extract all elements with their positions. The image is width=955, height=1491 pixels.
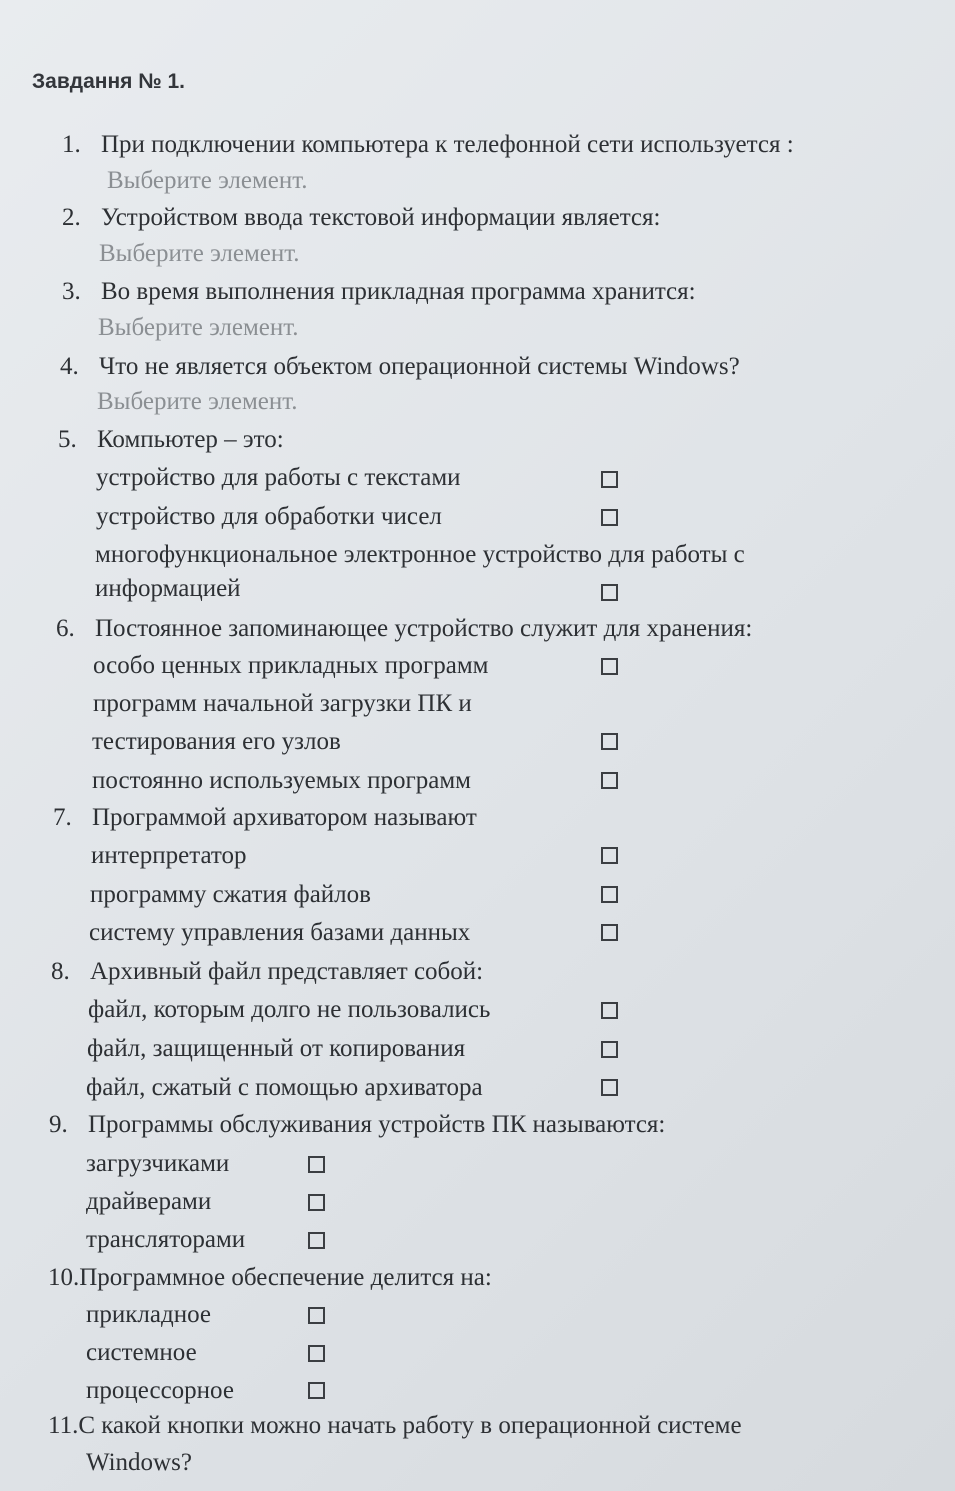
option-label: программу сжатия файлов	[90, 881, 371, 908]
question-text: Компьютер – это:	[97, 426, 284, 453]
question-number: 2.	[62, 204, 81, 231]
option-label: загрузчиками	[86, 1150, 230, 1177]
question-text: Что не является объектом операционной системы Windows?	[99, 353, 740, 380]
option-label: интерпретатор	[91, 842, 247, 869]
option-checkbox[interactable]	[308, 1382, 325, 1399]
option-label: постоянно используемых программ	[92, 767, 471, 794]
question-text: Устройством ввода текстовой информации является:	[101, 204, 661, 231]
question-text: Программы обслуживания устройств ПК называются:	[88, 1111, 666, 1138]
question-1	[62, 130, 794, 160]
question-number: 3.	[62, 278, 81, 305]
question-number: 9.	[49, 1111, 68, 1138]
question-3	[62, 277, 696, 307]
option-label: устройство для обработки чисел	[96, 503, 442, 530]
option-label: программ начальной загрузки ПК и	[93, 690, 472, 717]
question-number: 1.	[62, 131, 81, 158]
option-checkbox[interactable]	[601, 471, 618, 488]
option-checkbox[interactable]	[601, 1079, 618, 1096]
option-label: систему управления базами данных	[89, 919, 471, 946]
question-text-continued: Windows?	[86, 1449, 192, 1476]
question-4-dropdown[interactable]: Выберите элемент.	[97, 388, 298, 415]
option-checkbox[interactable]	[601, 924, 618, 941]
question-number: 4.	[60, 353, 79, 380]
option-label: информацией	[95, 575, 241, 602]
question-text: Программное обеспечение делится на:	[79, 1264, 492, 1291]
option-checkbox[interactable]	[601, 584, 618, 601]
option-label: файл, которым долго не пользовались	[88, 996, 491, 1023]
question-7	[53, 803, 477, 833]
option-checkbox[interactable]	[308, 1345, 325, 1362]
question-text: Во время выполнения прикладная программа хранится:	[101, 278, 696, 305]
option-label: прикладное	[86, 1301, 211, 1328]
option-checkbox[interactable]	[601, 1041, 618, 1058]
question-5	[58, 425, 284, 455]
option-label: тестирования его узлов	[92, 728, 341, 755]
option-label: трансляторами	[86, 1226, 246, 1253]
option-label: файл, защищенный от копирования	[87, 1035, 466, 1062]
option-label: особо ценных прикладных программ	[93, 652, 489, 679]
option-checkbox[interactable]	[601, 733, 618, 750]
question-number: 10.	[48, 1264, 80, 1291]
question-9	[49, 1110, 665, 1140]
question-text: Программой архиватором называют	[92, 804, 477, 831]
option-checkbox[interactable]	[601, 772, 618, 789]
question-1-dropdown[interactable]: Выберите элемент.	[107, 167, 308, 194]
option-label: многофункциональное электронное устройство для работы с	[95, 541, 745, 568]
question-2-dropdown[interactable]: Выберите элемент.	[99, 240, 300, 267]
option-checkbox[interactable]	[308, 1232, 325, 1249]
option-label: драйверами	[86, 1188, 212, 1215]
question-10	[48, 1263, 492, 1293]
option-label: системное	[86, 1339, 197, 1366]
option-checkbox[interactable]	[601, 847, 618, 864]
option-label: устройство для работы с текстами	[96, 464, 461, 491]
option-checkbox[interactable]	[308, 1194, 325, 1211]
question-4	[60, 352, 740, 382]
option-label: процессорное	[86, 1377, 234, 1404]
question-2	[62, 203, 660, 233]
option-checkbox[interactable]	[601, 509, 618, 526]
question-6	[56, 614, 752, 644]
question-number: 11.	[48, 1412, 79, 1439]
page-title: Завдання № 1.	[32, 70, 185, 93]
option-checkbox[interactable]	[308, 1307, 325, 1324]
question-text: Архивный файл представляет собой:	[90, 958, 484, 985]
question-text: Постоянное запоминающее устройство служит для хранения:	[95, 615, 753, 642]
question-number: 6.	[56, 615, 75, 642]
option-checkbox[interactable]	[601, 886, 618, 903]
option-checkbox[interactable]	[601, 1002, 618, 1019]
question-8	[51, 957, 483, 987]
option-checkbox[interactable]	[308, 1156, 325, 1173]
question-number: 8.	[51, 958, 70, 985]
question-11	[48, 1411, 742, 1441]
question-text: С какой кнопки можно начать работу в операционной системе	[78, 1412, 742, 1439]
question-text: При подключении компьютера к телефонной сети используется :	[101, 131, 794, 158]
question-3-dropdown[interactable]: Выберите элемент.	[98, 314, 299, 341]
option-label: файл, сжатый с помощью архиватора	[86, 1074, 483, 1101]
question-number: 5.	[58, 426, 77, 453]
question-number: 7.	[53, 804, 72, 831]
option-checkbox[interactable]	[601, 658, 618, 675]
